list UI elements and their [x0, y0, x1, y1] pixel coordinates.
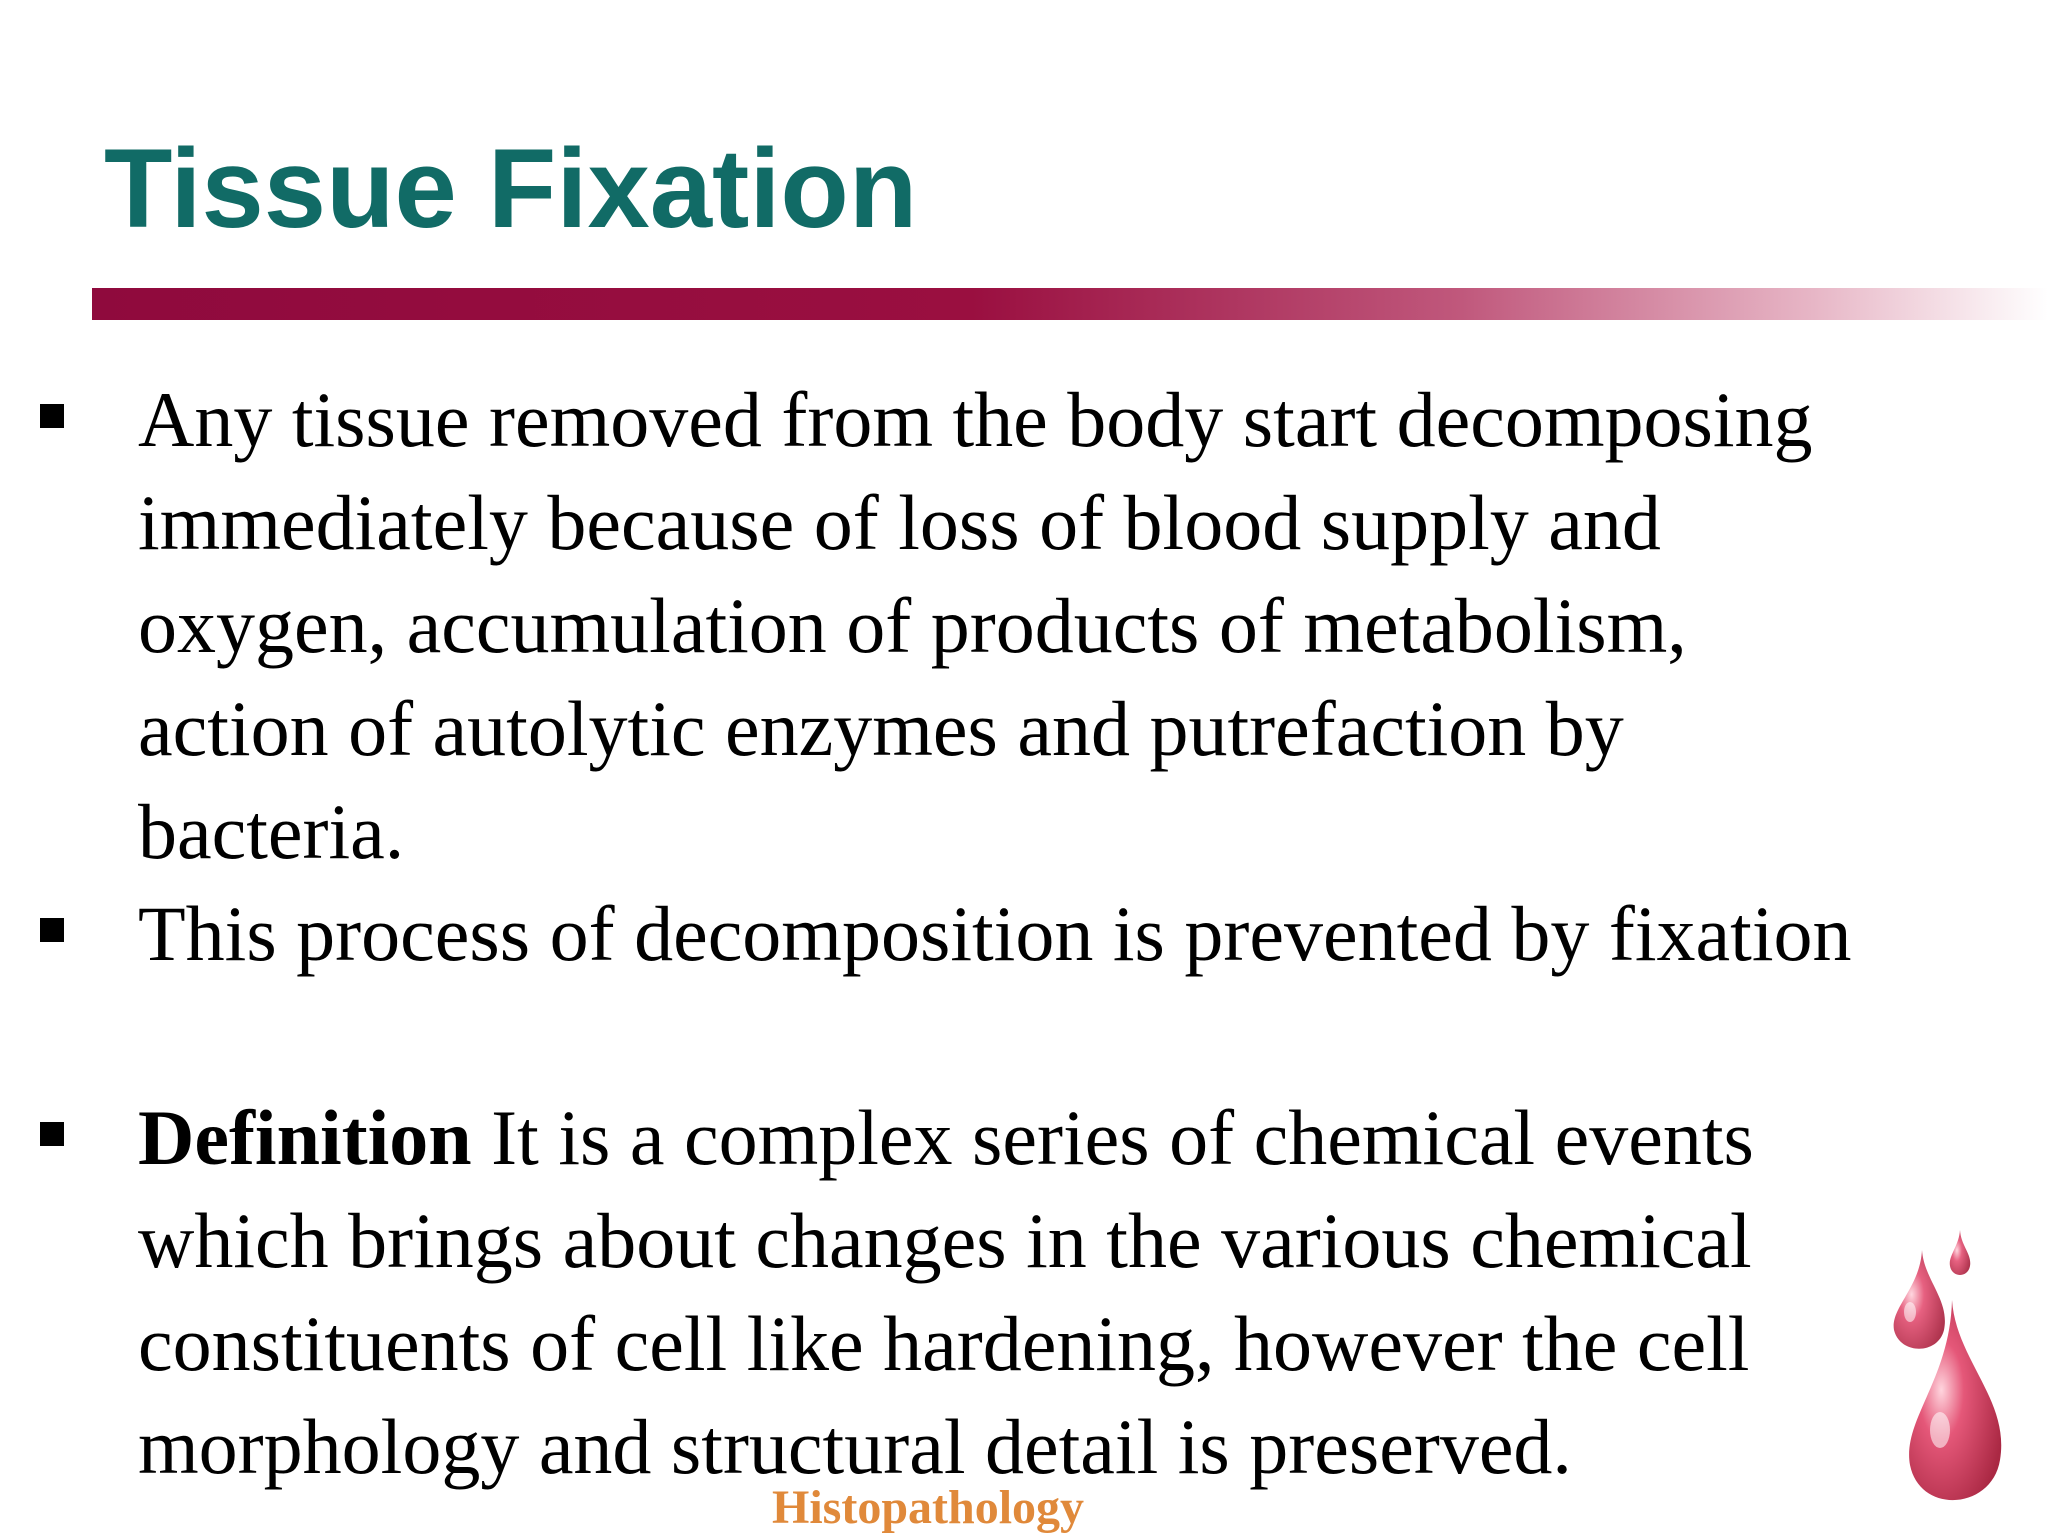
- bullet-square-icon: [40, 404, 64, 428]
- bullet-line: [138, 1086, 2048, 1189]
- bullet-line: This process of decomposition is prevented by fixation: [138, 890, 1852, 977]
- bullet-line: Any tissue removed from the body start decomposing: [138, 376, 1813, 463]
- drop-small: [1950, 1230, 1970, 1275]
- bullet-text: [138, 882, 2048, 985]
- drop-medium: [1894, 1250, 1945, 1349]
- bullet-square-icon: [40, 918, 64, 942]
- bullet-line: bacteria.: [138, 788, 405, 875]
- bullet-line: oxygen, accumulation of products of metabolism,: [138, 582, 1687, 669]
- bullet-line: action of autolytic enzymes and putrefaction by: [138, 685, 1624, 772]
- drop-highlight: [1930, 1412, 1950, 1448]
- bullet-line: which brings about changes in the various chemical: [138, 1197, 1752, 1284]
- definition-label: Definition: [138, 1094, 472, 1181]
- bullet-line: morphology and structural detail is preserved.: [138, 1403, 1572, 1490]
- bullet-square-icon: [40, 1122, 64, 1146]
- title-divider: [92, 288, 2048, 320]
- slide-title: Tissue Fixation: [104, 126, 918, 251]
- bullet-line: constituents of cell like hardening, however the cell: [138, 1300, 1750, 1387]
- drop-highlight: [1904, 1302, 1916, 1322]
- definition-text: It is a complex series of chemical events: [471, 1094, 1754, 1181]
- blood-drops-icon: [1880, 1230, 2030, 1530]
- bullet-text: [138, 1086, 2048, 1498]
- bullet-text: [138, 368, 2048, 883]
- footer-label: Histopathology: [772, 1481, 1085, 1534]
- bullet-line: immediately because of loss of blood supply and: [138, 479, 1661, 566]
